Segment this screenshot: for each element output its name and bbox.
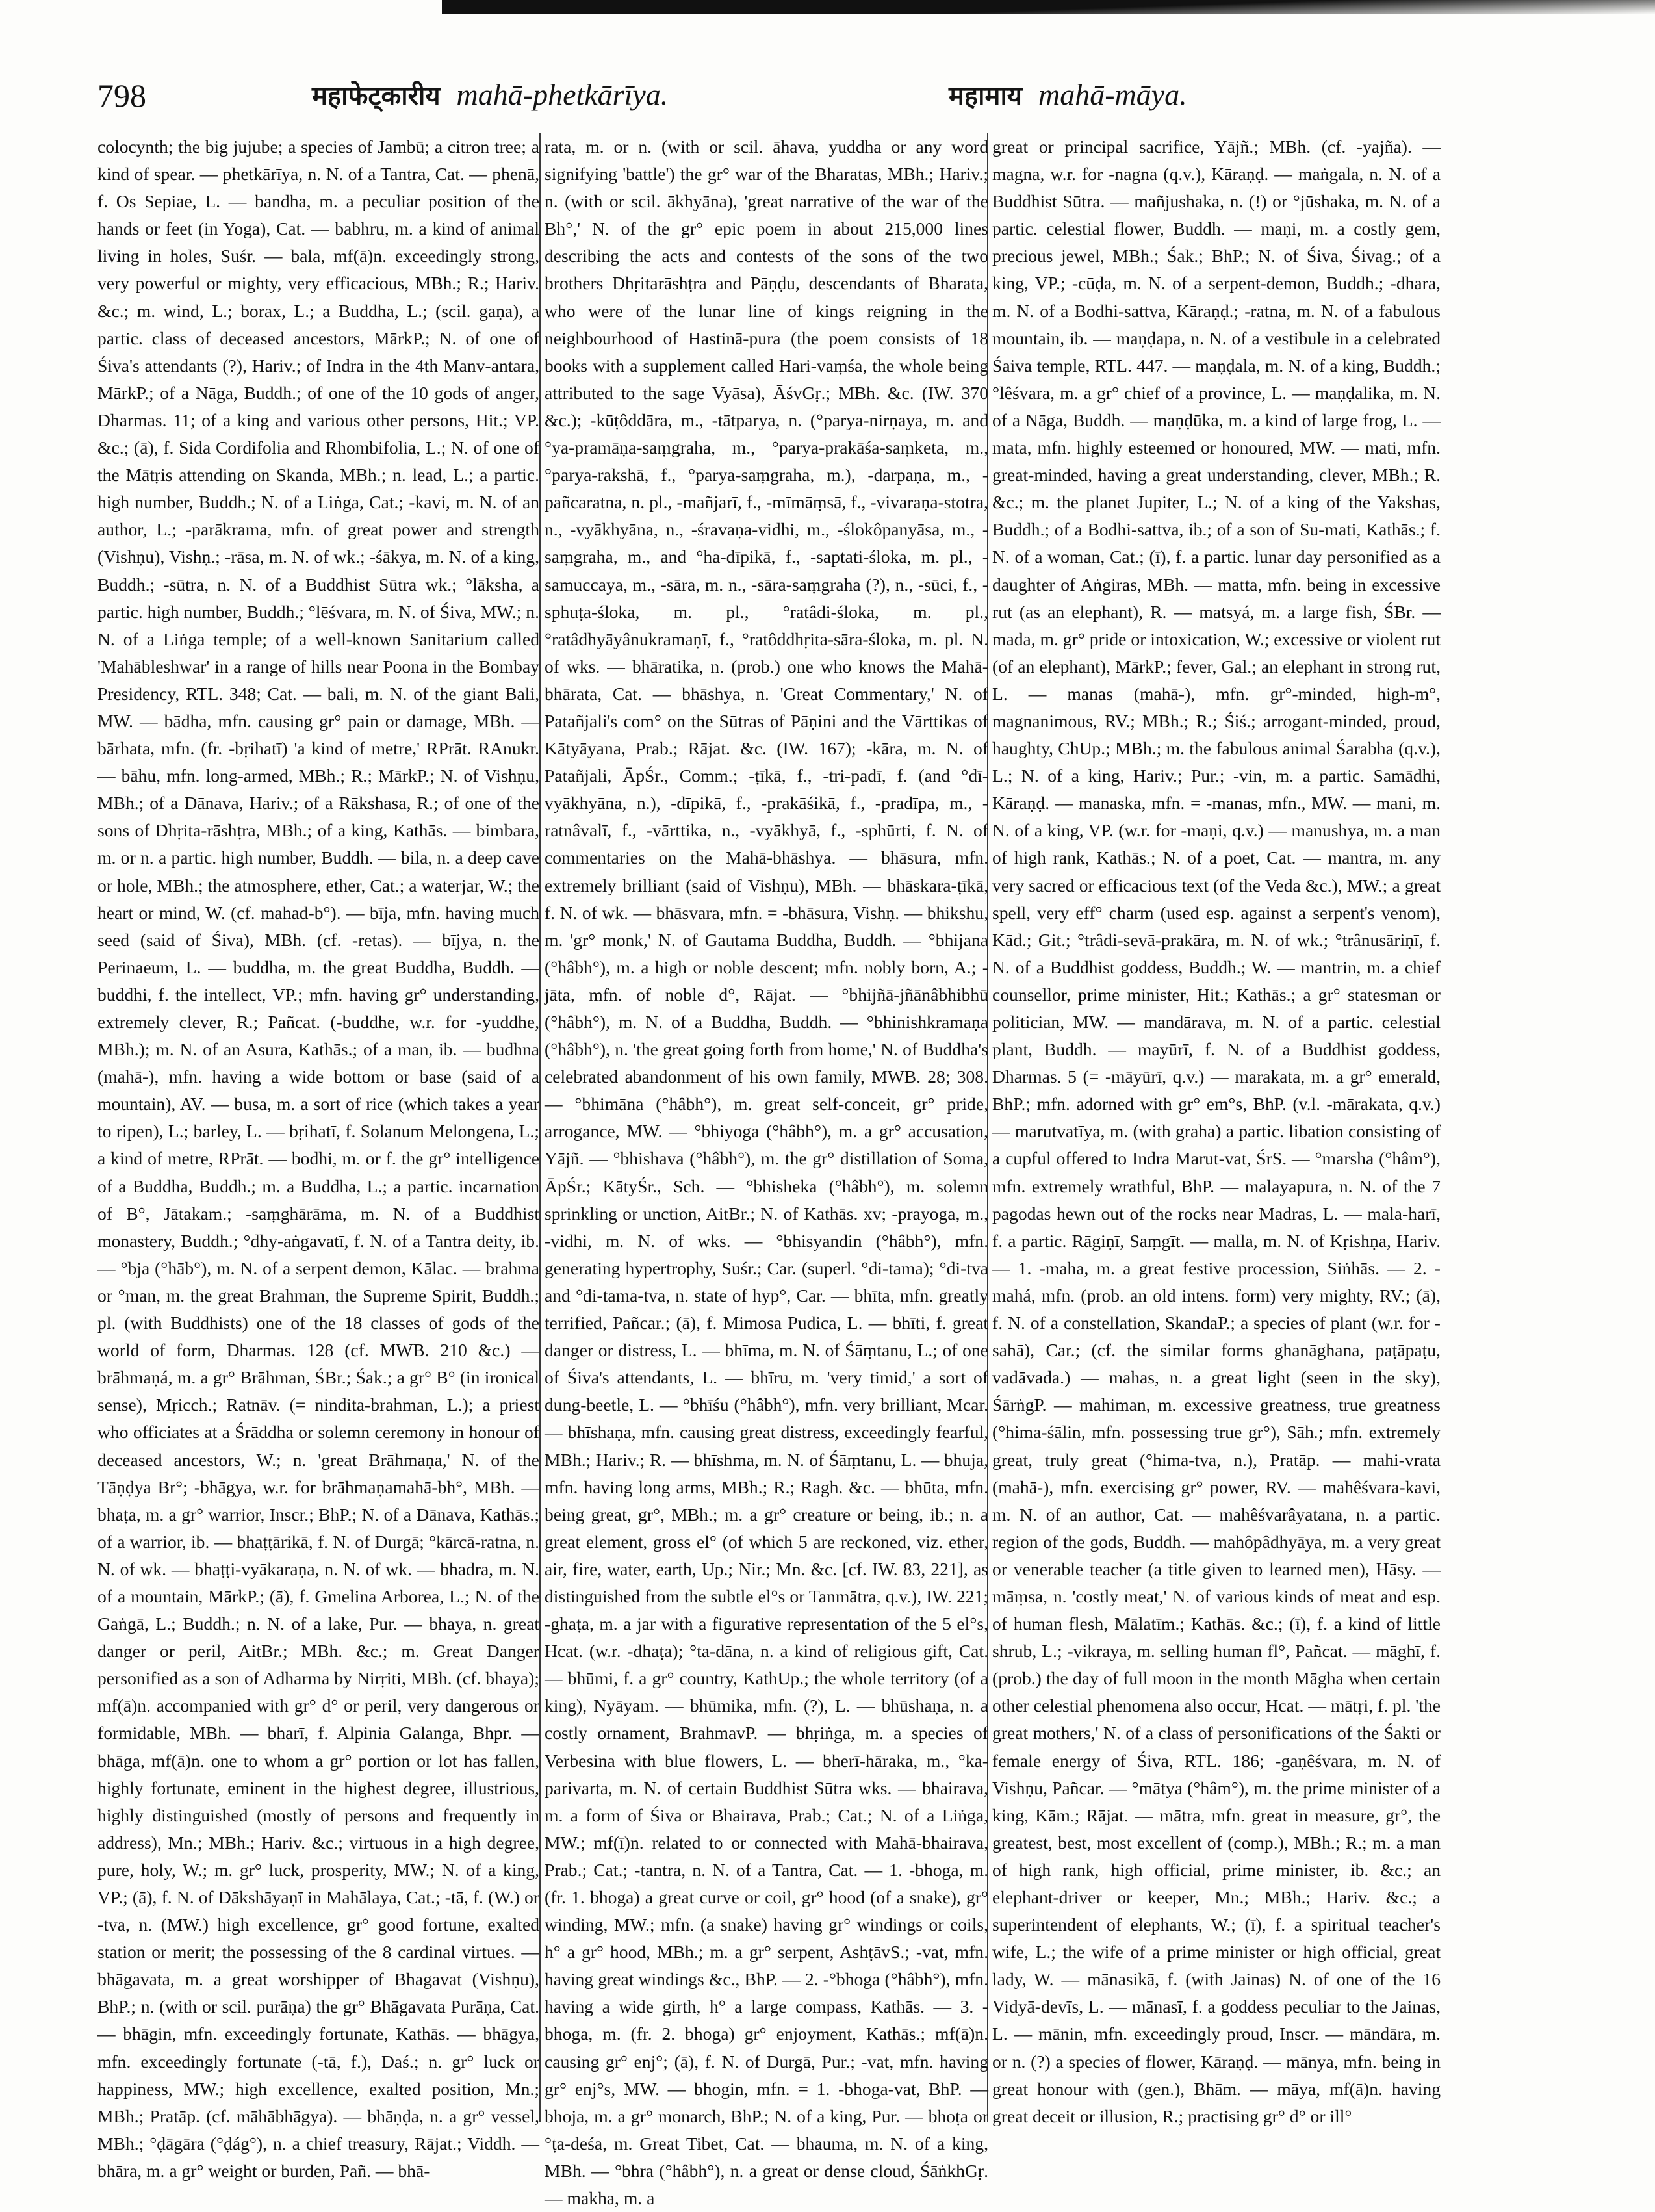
right-guide-word — [949, 77, 1187, 112]
page-header — [97, 77, 1397, 129]
top-edge-rule — [442, 0, 1655, 14]
left-guide-word — [312, 77, 668, 112]
dictionary-column-3 — [992, 133, 1441, 2126]
right-guide-latin: mahā-māya. — [1038, 78, 1187, 111]
column-text: great or principal sacrifice, Yājñ.; MBh. (cf. -yajña). — magna, w.r. for -nagna (q.v.), Kāraṇḍ. — maṅgala, n. N. of a Buddhist Sūtra. — mañjushaka, n. (!) or °jūshaka, m. N. of a partic. celestial flower, Buddh. — maṇi, m. a costly gem, precious jewel, MBh.; Śak.; BhP.; N. of Śiva, Śivag.; of a king, VP.; -cūḍa, m. N. of a serpent-demon, Buddh.; -dhara, m. N. of a Bodhi-sattva, Kāraṇḍ.; -ratna, m. N. of a fabulous mountain, ib. — maṇḍapa, n. N. of a vestibule in a celebrated Śaiva temple, RTL. 447. — maṇḍala, m. N. of a king, Buddh.; °lêśvara, m. a gr° chief of a province, L. — maṇḍalika, m. N. of a Nāga, Buddh. — maṇḍūka, m. a kind of large frog, L. — mata, mfn. highly esteemed or honoured, MW. — mati, mfn. great-minded, having a great understanding, clever, MBh.; R. &c.; m. the planet Jupiter, L.; N. of a king of the Yakshas, Buddh.; of a Bodhi-sattva, ib.; of a son of Su-mati, Kathās.; f. N. of a woman, Cat.; (ī), f. a partic. lunar day personified as a daughter of Aṅgiras, MBh. — matta, mfn. being in excessive rut (as an elephant), R. — matsyá, m. a large fish, ŚBr. — mada, m. gr° pride or intoxication, W.; excessive or violent rut (of an elephant), MārkP.; fever, Gal.; an elephant in strong rut, L. — manas (mahā-), mfn. gr°-minded, high-m°, magnanimous, RV.; MBh.; R.; Śiś.; arrogant-minded, proud, haughty, ChUp.; MBh.; m. the fabulous animal Śarabha (q.v.), L.; N. of a king, Hariv.; Pur.; -vin, m. a partic. Samādhi, Kāraṇḍ. — manaska, mfn. = -manas, mfn., MW. — mani, m. N. of a king, VP. (w.r. for -maṇi, q.v.) — manushya, m. a man of high rank, Kathās.; N. of a poet, Cat. — mantra, m. any very sacred or efficacious text (of the Veda &c.), MW.; a great spell, very eff° charm (used esp. against a serpent's venom), Kād.; Git.; °trâdi-sevā-prakāra, m. N. of wk.; °trânusāriṇī, f. N. of a Buddhist goddess, Buddh.; W. — mantrin, m. a chief counsellor, prime minister, Hit.; Kathās.; a gr° statesman or politician, MW. — mandārava, m. N. of a partic. celestial plant, Buddh. — mayūrī, f. N. of a Buddhist goddess, Dharmas. 5 (= -māyūrī, q.v.) — marakata, m. a gr° emerald, BhP.; mfn. adorned with gr° em°s, BhP. (v.l. -mārakata, q.v.) — marutvatīya, m. (with graha) a partic. libation consisting of a cupful offered to Indra Marut-vat, ŚrS. — °marsha (°hâm°), mfn. extremely wrathful, BhP. — malayapura, n. N. of the 7 pagodas hewn out of the rocks near Madras, L. — mala-harī, f. a partic. Rāgiṇī, Saṃgīt. — malla, m. N. of Kṛishṇa, Hariv. — 1. -maha, m. a great festive procession, Siṅhās. — 2. -mahá, mfn. (prob. an old intens. form) very mighty, RV.; (ā), f. N. of a constellation, SkandaP.; a species of plant (w.r. for -sahā), Car.; (cf. the similar forms ghanāghana, paṭāpaṭu, vadāvada.) — mahas, n. a great light (seen in the sky), ŚārṅgP. — mahiman, m. excessive greatness, true greatness (°hima-śālin, mfn. possessing true gr°), Sāh.; mfn. extremely great, truly great (°hima-tva, n.), Pratāp. — mahi-vrata (mahā-), mfn. exercising gr° power, RV. — mahêśvara-kavi, m. N. of an author, Cat. — mahêśvarâyatana, n. a partic. region of the gods, Buddh. — mahôpâdhyāya, m. a very great or venerable teacher (a title given to learned men), Hāsy. — māṃsa, n. 'costly meat,' N. of various kinds of meat and esp. of human flesh, Mālatīm.; Kathās. &c.; (ī), f. a kind of little shrub, L.; -vikraya, m. selling human fl°, Pañcat. — māghī, f. (prob.) the day of full moon in the month Māgha when certain other celestial phenomena also occur, Hcat. — mātṛi, f. pl. 'the great mothers,' N. of a class of personifications of the Śakti or female energy of Śiva, RTL. 186; -gaṇêśvara, m. N. of Vishṇu, Pañcar. — °mātya (°hâm°), m. the prime minister of a king, Kām.; Rājat. — mātra, mfn. great in measure, gr°, the greatest, best, most excellent of (comp.), MBh.; R.; m. a man of high rank, high official, prime minister, ib. &c.; an elephant-driver or keeper, Mn.; MBh.; Hariv. &c.; a superintendent of elephants, W.; (ī), f. a spiritual teacher's wife, L.; the wife of a prime minister or high official, great lady, W. — mānasikā, f. (with Jainas) N. of one of the 16 Vidyā-devīs, L. — mānasī, f. a goddess peculiar to the Jainas, L. — mānin, mfn. exceedingly proud, Inscr. — māndāra, m. or n. (?) a species of flower, Kāraṇḍ. — mānya, mfn. being in great honour with (gen.), Bhām. — māya, mf(ā)n. having great deceit or illusion, R.; practising gr° d° or ill° — [992, 136, 1441, 2126]
left-guide-latin: mahā-phetkārīya. — [456, 78, 669, 111]
left-guide-devanagari: महाफेट्कारीय — [312, 81, 441, 111]
dictionary-column-2 — [545, 133, 988, 2209]
right-guide-devanagari: महामाय — [949, 81, 1022, 111]
column-text: rata, m. or n. (with or scil. āhava, yuddha or any word signifying 'battle') the gr° war of the Bharatas, MBh.; Hariv.; n. (with or scil. ākhyāna), 'great narrative of the war of the Bh°,' N. of the gr° epic poem in about 215,000 lines describing the acts and contests of the sons of the two brothers Dhṛitarāshṭra and Pāṇḍu, descendants of Bharata, who were of the lunar line of kings reigning in the neighbourhood of Hastinā-pura (the poem consists of 18 books with a supplement called Hari-vaṃśa, the whole being attributed to the sage Vyāsa), ĀśvGṛ.; MBh. &c. (IW. 370 &c.); -kūṭôddāra, m., -tātparya, n. (°parya-nirṇaya, m. and °ya-pramāṇa-saṃgraha, m., °parya-prakāśa-saṃketa, m., °parya-rakshā, f., °parya-saṃgraha, m.), -darpaṇa, m., -pañcaratna, n. pl., -mañjarī, f., -mīmāṃsā, f., -vivaraṇa-stotra, n., -vyākhyāna, n., -śravaṇa-vidhi, m., -ślokôpanyāsa, m., -saṃgraha, m., and °ha-dīpikā, f., -saptati-śloka, m. pl., -samuccaya, m., -sāra, m. n., -sāra-saṃgraha (?), n., -sūci, f., -sphuṭa-śloka, m. pl., °ratâdi-śloka, m. pl., °ratâdhyāyânukramaṇī, f., °ratôddhṛita-sāra-śloka, m. pl. N. of wks. — bhāratika, n. (prob.) one who knows the Mahā-bhārata, Cat. — bhāshya, n. 'Great Commentary,' N. of Patañjali's com° on the Sūtras of Pāṇini and the Vārttikas of Kātyāyana, Prab.; Rājat. &c. (IW. 167); -kāra, m. N. of Patañjali, ĀpŚr., Comm.; -ṭīkā, f., -tri-padī, f. (and °dī-vyākhyāna, n.), -dīpikā, f., -prakāśikā, f., -pradīpa, m., -ratnâvalī, f., -vārttika, n., -vyākhyā, f., -sphūrti, f. N. of commentaries on the Mahā-bhāshya. — bhāsura, mfn. extremely brilliant (said of Vishṇu), MBh. — bhāskara-ṭīkā, f. N. of wk. — bhāsvara, mfn. = -bhāsura, Vishṇ. — bhikshu, m. 'gr° monk,' N. of Gautama Buddha, Buddh. — °bhijana (°hâbh°), m. a high or noble descent; mfn. nobly born, A.; -jāta, mfn. of noble d°, Rājat. — °bhijñā-jñānâbhibhū (°hâbh°), m. N. of a Buddha, Buddh. — °bhinishkramaṇa (°hâbh°), n. 'the great going forth from home,' N. of Buddha's celebrated abandonment of his own family, MWB. 28; 308. — °bhimāna (°hâbh°), m. great self-conceit, gr° pride, arrogance, MW. — °bhiyoga (°hâbh°), m. a gr° accusation, Yājñ. — °bhishava (°hâbh°), m. the gr° distillation of Soma, ĀpŚr.; KātyŚr., Sch. — °bhisheka (°hâbh°), m. solemn sprinkling or unction, AitBr.; N. of Kathās. xv; -prayoga, m., -vidhi, m. N. of wks. — °bhisyandin (°hâbh°), mfn. generating hypertrophy, Suśr.; Car. (superl. °di-tama); °di-tva and °di-tama-tva, n. state of hyp°, Car. — bhīta, mfn. greatly terrified, Pañcar.; (ā), f. Mimosa Pudica, L. — bhīti, f. great danger or distress, L. — bhīma, m. N. of Śāṃtanu, L.; of one of Śiva's attendants, L. — bhīru, m. 'very timid,' a sort of dung-beetle, L. — °bhīśu (°hâbh°), mfn. very brilliant, Mcar. — bhīshaṇa, mfn. causing great distress, exceedingly fearful, MBh.; Hariv.; R. — bhīshma, m. N. of Śāṃtanu, L. — bhuja, mfn. having long arms, MBh.; R.; Ragh. &c. — bhūta, mfn. being great, gr°, MBh.; m. a gr° creature or being, ib.; n. a great element, gross el° (of which 5 are reckoned, viz. ether, air, fire, water, earth, Up.; Nir.; Mn. &c. [cf. IW. 83, 221], as distinguished from the subtle el°s or Tanmātra, q.v.), IW. 221; -ghaṭa, m. a jar with a figurative representation of the 5 el°s, Hcat. (w.r. -dhaṭa); °ta-dāna, n. a kind of religious gift, Cat. — bhūmi, f. a gr° country, KathUp.; the whole territory (of a king), Nyāyam. — bhūmika, mfn. (?), L. — bhūshaṇa, n. a costly ornament, BrahmavP. — bhṛiṅga, m. a species of Verbesina with blue flowers, L. — bherī-hāraka, m., °ka-parivarta, m. N. of certain Buddhist Sūtra wks. — bhairava, m. a form of Śiva or Bhairava, Prab.; Cat.; N. of a Liṅga, MW.; mf(ī)n. related to or connected with Mahā-bhairava, Prab.; Cat.; -tantra, n. N. of a Tantra, Cat. — 1. -bhoga, m. (fr. 1. bhoga) a great curve or coil, gr° hood (of a snake), gr° winding, MW.; mfn. (a snake) having gr° windings or coils, h° a gr° hood, MBh.; m. a gr° serpent, AshṭāvS.; -vat, mfn. having great windings &c., BhP. — 2. -°bhoga (°hâbh°), mfn. having a wide girth, h° a large compass, Kathās. — 3. -bhoga, m. (fr. 2. bhoga) gr° enjoyment, Kathās.; mf(ā)n. causing gr° enj°; (ā), f. N. of Durgā, Pur.; -vat, mfn. having gr° enj°s, MW. — bhogin, mfn. = 1. -bhoga-vat, BhP. — bhoja, m. a gr° monarch, BhP.; N. of a king, Pur. — bhoṭa or °ṭa-deśa, m. Great Tibet, Cat. — bhauma, m. N. of a king, MBh. — °bhra (°hâbh°), n. a great or dense cloud, ŚāṅkhGṛ. — makha, m. a — [545, 136, 988, 2209]
page-number: 798 — [97, 77, 146, 114]
column-divider — [539, 133, 541, 2122]
column-text: colocynth; the big jujube; a species of Jambū; a citron tree; a kind of spear. — phetkārīya, n. N. of a Tantra, Cat. — phenā, f. Os Sepiae, L. — bandha, m. a peculiar position of the hands or feet (in Yoga), Cat. — babhru, m. a kind of animal living in holes, Suśr. — bala, mf(ā)n. exceedingly strong, very powerful or mighty, very efficacious, MBh.; R.; Hariv. &c.; m. wind, L.; borax, L.; a Buddha, L.; (scil. gaṇa), a partic. class of deceased ancestors, MārkP.; N. of one of Śiva's attendants (?), Hariv.; of Indra in the 4th Manv-antara, MārkP.; of a Nāga, Buddh.; of one of the 10 gods of anger, Dharmas. 11; of a king and various other persons, Hit.; VP. &c.; (ā), f. Sida Cordifolia and Rhombifolia, L.; N. of one of the Mātṛis attending on Skanda, MBh.; n. lead, L.; a partic. high number, Buddh.; N. of a Liṅga, Cat.; -kavi, m. N. of an author, L.; -parākrama, mfn. of great power and strength (Vishṇu), Vishṇ.; -rāsa, m. N. of wk.; -śākya, m. N. of a king, Buddh.; -sūtra, n. N. of a Buddhist Sūtra wk.; °lāksha, a partic. high number, Buddh.; °lēśvara, m. N. of Śiva, MW.; n. N. of a Liṅga temple; of a well-known Sanitarium called 'Mahābleshwar' in a range of hills near Poona in the Bombay Presidency, RTL. 348; Cat. — bali, m. N. of the giant Bali, MW. — bādha, mfn. causing gr° pain or damage, MBh. — bārhata, mfn. (fr. -bṛihatī) 'a kind of metre,' RPrāt. RAnukr. — bāhu, mfn. long-armed, MBh.; R.; MārkP.; N. of Vishṇu, MBh.; of a Dānava, Hariv.; of a Rākshasa, R.; of one of the sons of Dhṛita-rāshṭra, MBh.; of a king, Kathās. — bimbara, m. or n. a partic. high number, Buddh. — bila, n. a deep cave or hole, MBh.; the atmosphere, ether, Cat.; a waterjar, W.; the heart or mind, W. (cf. mahad-b°). — bīja, mfn. having much seed (said of Śiva), MBh. (cf. -retas). — bījya, n. the Perinaeum, L. — buddha, m. the great Buddha, Buddh. — buddhi, f. the intellect, VP.; mfn. having gr° understanding, extremely clever, R.; Pañcat. (-buddhe, w.r. for -yuddhe, MBh.); m. N. of an Asura, Kathās.; of a man, ib. — budhna (mahā-), mfn. having a wide bottom or base (said of a mountain), AV. — busa, m. a sort of rice (which takes a year to ripen), L.; barley, L. — bṛihatī, f. Solanum Melongena, L.; a kind of metre, RPrāt. — bodhi, m. or f. the gr° intelligence of a Buddha, Buddh.; m. a Buddha, L.; a partic. incarnation of B°, Jātakam.; -saṃghārāma, m. N. of a Buddhist monastery, Buddh.; °dhy-aṅgavatī, f. N. of a Tantra deity, ib. — °bja (°hāb°), m. N. of a serpent demon, Kālac. — brahma or °man, m. the great Brahman, the Supreme Spirit, Buddh.; pl. (with Buddhists) one of the 18 classes of gods of the world of form, Dharmas. 128 (cf. MWB. 210 &c.) — brāhmaṇá, m. a gr° Brāhman, ŚBr.; Śak.; a gr° B° (in ironical sense), Mṛicch.; Ratnāv. (= nindita-brahman, L.); a priest who officiates at a Śrāddha or solemn ceremony in honour of deceased ancestors, W.; n. 'great Brāhmaṇa,' N. of the Tāṇḍya Br°; -bhāgya, w.r. for brāhmaṇamahā-bh°, MBh. — bhaṭa, m. a gr° warrior, Inscr.; BhP.; N. of a Dānava, Kathās.; of a warrior, ib. — bhaṭṭārikā, f. N. of Durgā; °kārcā-ratna, n. N. of wk. — bhaṭṭi-vyākaraṇa, n. N. of wk. — bhadra, m. N. of a mountain, MārkP.; (ā), f. Gmelina Arborea, L.; N. of the Gaṅgā, L.; Buddh.; n. N. of a lake, Pur. — bhaya, n. great danger or peril, AitBr.; MBh. &c.; m. Great Danger personified as a son of Adharma by Nirṛiti, MBh. (cf. bhaya); mf(ā)n. accompanied with gr° d° or peril, very dangerous or formidable, MBh. — bharī, f. Alpinia Galanga, Bhpr. — bhāga, mf(ā)n. one to whom a gr° portion or lot has fallen, highly fortunate, eminent in the highest degree, illustrious, highly distinguished (mostly of persons and frequently in address), Mn.; MBh.; Hariv. &c.; virtuous in a high degree, pure, holy, W.; m. gr° luck, prosperity, MW.; N. of a king, VP.; (ā), f. N. of Dākshāyaṇī in Mahālaya, Cat.; -tā, f. (W.) or -tva, n. (MW.) high excellence, gr° good fortune, exalted station or merit; the possessing of the 8 cardinal virtues. — bhāgavata, m. a great worshipper of Bhagavat (Vishṇu), BhP.; n. (with or scil. purāṇa) the gr° Bhāgavata Purāṇa, Cat. — bhāgin, mfn. exceedingly fortunate, Kathās. — bhāgya, mfn. exceedingly fortunate (-tā, f.), Daś.; n. gr° luck or happiness, MW.; high excellence, exalted position, Mn.; MBh.; Pratāp. (cf. māhābhāgya). — bhāṇḍa, n. a gr° vessel, MBh.; °ḍāgāra (°ḍág°), n. a chief treasury, Rājat.; Viddh. — bhāra, m. a gr° weight or burden, Pañ. — bhā- — [97, 136, 539, 2181]
dictionary-column-1 — [97, 133, 539, 2181]
